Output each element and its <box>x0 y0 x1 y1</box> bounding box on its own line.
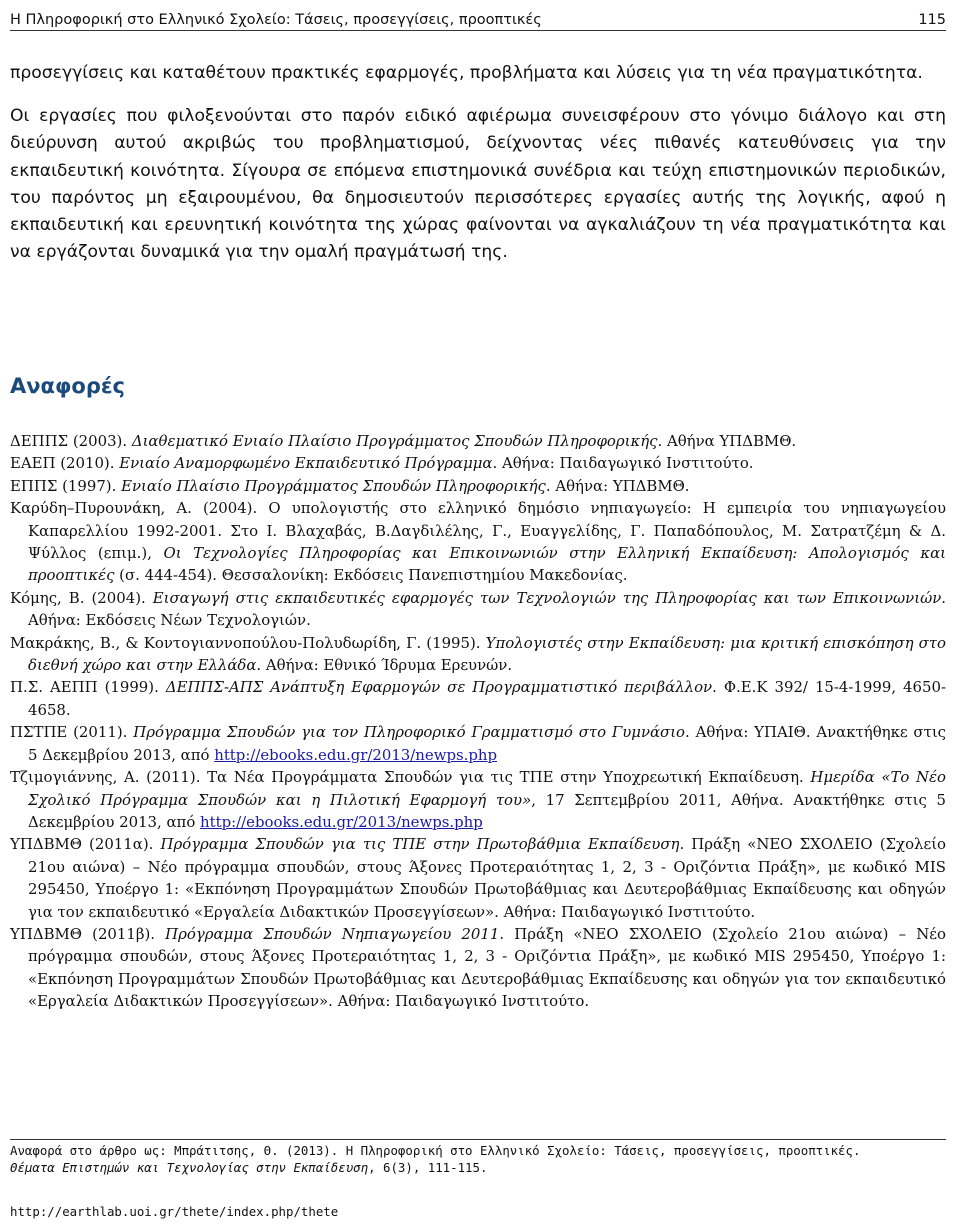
footer-citation-rest: , 6(3), 111-115. <box>368 1160 488 1175</box>
reference-details: . Αθήνα: Εθνικό Ίδρυμα Ερευνών. <box>256 656 513 675</box>
reference-title: Ενιαίο Αναμορφωμένο Εκπαιδευτικό Πρόγραμμα <box>119 454 493 473</box>
reference-details: . Αθήνα: Παιδαγωγικό Ινστιτούτο. <box>492 454 754 473</box>
reference-authors: ΠΣΤΠΕ (2011). <box>10 723 134 742</box>
reference-entry <box>10 587 946 632</box>
reference-entry <box>10 923 946 1013</box>
reference-details: . Πράξη «ΝΕΟ ΣΧΟΛΕΙΟ (Σχολείο 21ου αιώνα) – Νέο πρόγραμμα σπουδών, στους Άξονες Προτεραιότητας 1, 2, 3 - Οριζόντια Πράξη», με κωδικό MIS 295450, Υποέργο 1: «Εκπόνηση Προγραμμάτων Σπουδών Πρωτοβάθμιας και Δευτεροβάθμιας Εκπαίδευσης και οδηγών για τον εκπαιδευτικό «Εργαλεία Διδακτικών Προσεγγίσεων». Αθήνα: Παιδαγωγικό Ινστιτούτο. <box>28 835 946 921</box>
reference-entry <box>10 632 946 677</box>
reference-title: Πρόγραμμα Σπουδών για τον Πληροφορικό Γραμματισμό στο Γυμνάσιο <box>133 723 686 742</box>
reference-details: . Αθήνα: ΥΠΔΒΜΘ. <box>545 476 690 495</box>
reference-title: ΔΕΠΠΣ-ΑΠΣ Ανάπτυξη Εφαρμογών σε Προγραμματιστικό περιβάλλον <box>165 678 713 697</box>
reference-authors: ΔΕΠΠΣ (2003). <box>10 432 132 450</box>
body-text <box>10 60 946 282</box>
reference-authors: Τζιμογιάννης, Α. (2011). Τα Νέα Προγράμματα Σπουδών για τις ΤΠΕ στην Υποχρεωτική Εκπαίδευση. <box>10 768 811 787</box>
reference-authors: Καρύδη–Πυρουνάκη, Α. (2004). Ο υπολογιστής στο ελληνικό δημόσιο νηπιαγωγείο: Η εμπειρία του νηπιαγωγείου Καπαρελλίου 1992-2001. Στο Ι. Βλαχαβάς, Β.Δαγδιλέλης, Γ., Ευαγγελίδης, Γ. Παπαδόπουλος, Μ. Σατρατζέμη & Δ. Ψύλλος (επιμ.), <box>10 499 946 563</box>
footer-citation-line2 <box>10 1159 946 1176</box>
page <box>10 0 946 1229</box>
reference-authors: ΥΠΔΒΜΘ (2011α). <box>10 835 161 854</box>
reference-authors: Π.Σ. ΑΕΠΠ (1999). <box>10 678 166 697</box>
reference-title: Υπολογιστές στην Εκπαίδευση: μια κριτική επισκόπηση στο διεθνή χώρο και στην Ελλάδα <box>28 633 946 675</box>
reference-authors: Κόμης, Β. (2004). <box>10 588 153 607</box>
footer-url[interactable]: http://earthlab.uoi.gr/thete/index.php/thete <box>10 1204 339 1219</box>
reference-details: (σ. 444-454). Θεσσαλονίκη: Εκδόσεις Πανεπιστημίου Μακεδονίας. <box>114 566 628 585</box>
footer <box>10 1142 946 1219</box>
reference-entry <box>10 475 946 497</box>
paragraph-1: προσεγγίσεις και καταθέτουν πρακτικές εφαρμογές, προβλήματα και λύσεις για τη νέα πραγματικότητα. <box>10 63 923 83</box>
reference-authors: ΕΑΕΠ (2010). <box>10 454 120 473</box>
references-list <box>10 430 946 1013</box>
reference-title: Πρόγραμμα Σπουδών Νηπιαγωγείου 2011 <box>165 924 500 943</box>
reference-title: Ενιαίο Πλαίσιο Προγράμματος Σπουδών Πληροφορικής <box>121 476 546 495</box>
reference-entry <box>10 497 946 587</box>
reference-details: . Αθήνα: Εκδόσεις Νέων Τεχνολογιών. <box>28 588 946 630</box>
footer-journal: Θέματα Επιστημών και Τεχνολογίας στην Εκπαίδευση <box>10 1160 369 1175</box>
reference-title: Οι Τεχνολογίες Πληροφορίας και Επικοινωνιών στην Ελληνική Εκπαίδευση: Απολογισμός και προοπτικές <box>28 544 946 585</box>
reference-details: . Αθήνα ΥΠΔΒΜΘ. <box>657 432 797 450</box>
reference-link[interactable]: http://ebooks.edu.gr/2013/newps.php <box>214 745 498 764</box>
reference-details: . Αθήνα: ΥΠΑΙΘ. Ανακτήθηκε στις 5 Δεκεμβρίου 2013, από <box>28 723 947 764</box>
reference-authors: ΕΠΠΣ (1997). <box>10 476 122 495</box>
paragraph-2: Οι εργασίες που φιλοξενούνται στο παρόν ειδικό αφιέρωμα συνεισφέρουν στο γόνιμο διάλογο και στη διεύρυνση αυτού ακριβώς του προβληματισμού, δείχνοντας νέες πιθανές κατευθύνσεις για την εκπαιδευτική κοινότητα. Σίγουρα σε επόμενα επιστημονικά συνέδρια και τεύχη επιστημονικών περιοδικών, του παρόντος μη εξαιρουμένου, θα δημοσιευτούν περισσότερες εργασίες αυτής της λογικής, αφού η εκπαιδευτική και ερευνητική κοινότητα της χώρας φαίνονται να αγκαλιάζουν τη νέα πραγματικότητα και να εργάζονται δυναμικά για την ομαλή πραγμάτωσή της. <box>10 106 946 263</box>
reference-entry <box>10 676 946 721</box>
reference-authors: ΥΠΔΒΜΘ (2011β). <box>10 924 166 943</box>
references-heading: Αναφορές <box>10 374 126 398</box>
reference-entry <box>10 721 946 766</box>
reference-title: Ημερίδα «Το Νέο Σχολικό Πρόγραμμα Σπουδών και η Πιλοτική Εφαρμογή του» <box>28 768 946 809</box>
reference-entry <box>10 452 946 474</box>
footer-divider <box>10 1139 946 1140</box>
reference-link[interactable]: http://ebooks.edu.gr/2013/newps.php <box>200 812 483 831</box>
reference-entry <box>10 430 946 452</box>
reference-authors: Μακράκης, Β., & Κοντογιαννοπούλου-Πολυδωρίδη, Γ. (1995). <box>10 633 486 652</box>
reference-title: Εισαγωγή στις εκπαιδευτικές εφαρμογές των Τεχνολογιών της Πληροφορίας και των Επικοινωνιών <box>152 588 942 607</box>
running-header-title: Η Πληροφορική στο Ελληνικό Σχολείο: Τάσεις, προσεγγίσεις, προοπτικές <box>10 12 542 28</box>
reference-title: Πρόγραμμα Σπουδών για τις ΤΠΕ στην Πρωτοβάθμια Εκπαίδευση <box>160 835 680 854</box>
reference-details: . Φ.Ε.Κ 392/ 15-4-1999, 4650-4658. <box>28 678 946 719</box>
footer-citation-line1: Αναφορά στο άρθρο ως: Μπράτιτσης, Θ. (2013). Η Πληροφορική στο Ελληνικό Σχολείο: Τάσεις, προσεγγίσεις, προοπτικές. <box>10 1143 861 1158</box>
reference-details: , 17 Σεπτεμβρίου 2011, Αθήνα. Ανακτήθηκε στις 5 Δεκεμβρίου 2013, από <box>28 790 946 831</box>
reference-details: . Πράξη «ΝΕΟ ΣΧΟΛΕΙΟ (Σχολείο 21ου αιώνα) – Νέο πρόγραμμα σπουδών, στους Άξονες Προτεραιότητας 1, 2, 3 - Οριζόντια Πράξη», με κωδικό MIS 295450, Υποέργο 1: «Εκπόνηση Προγραμμάτων Σπουδών Πρωτοβάθμιας και Δευτεροβάθμιας Εκπαίδευσης και οδηγών για τον εκπαιδευτικό «Εργαλεία Διδακτικών Προσεγγίσεων». Αθήνα: Παιδαγωγικό Ινστιτούτο. <box>28 924 946 1011</box>
reference-entry <box>10 833 946 923</box>
reference-title: Διαθεματικό Ενιαίο Πλαίσιο Προγράμματος Σπουδών Πληροφορικής <box>131 432 658 450</box>
reference-entry <box>10 766 946 833</box>
running-header <box>10 4 946 31</box>
page-number: 115 <box>918 12 946 28</box>
